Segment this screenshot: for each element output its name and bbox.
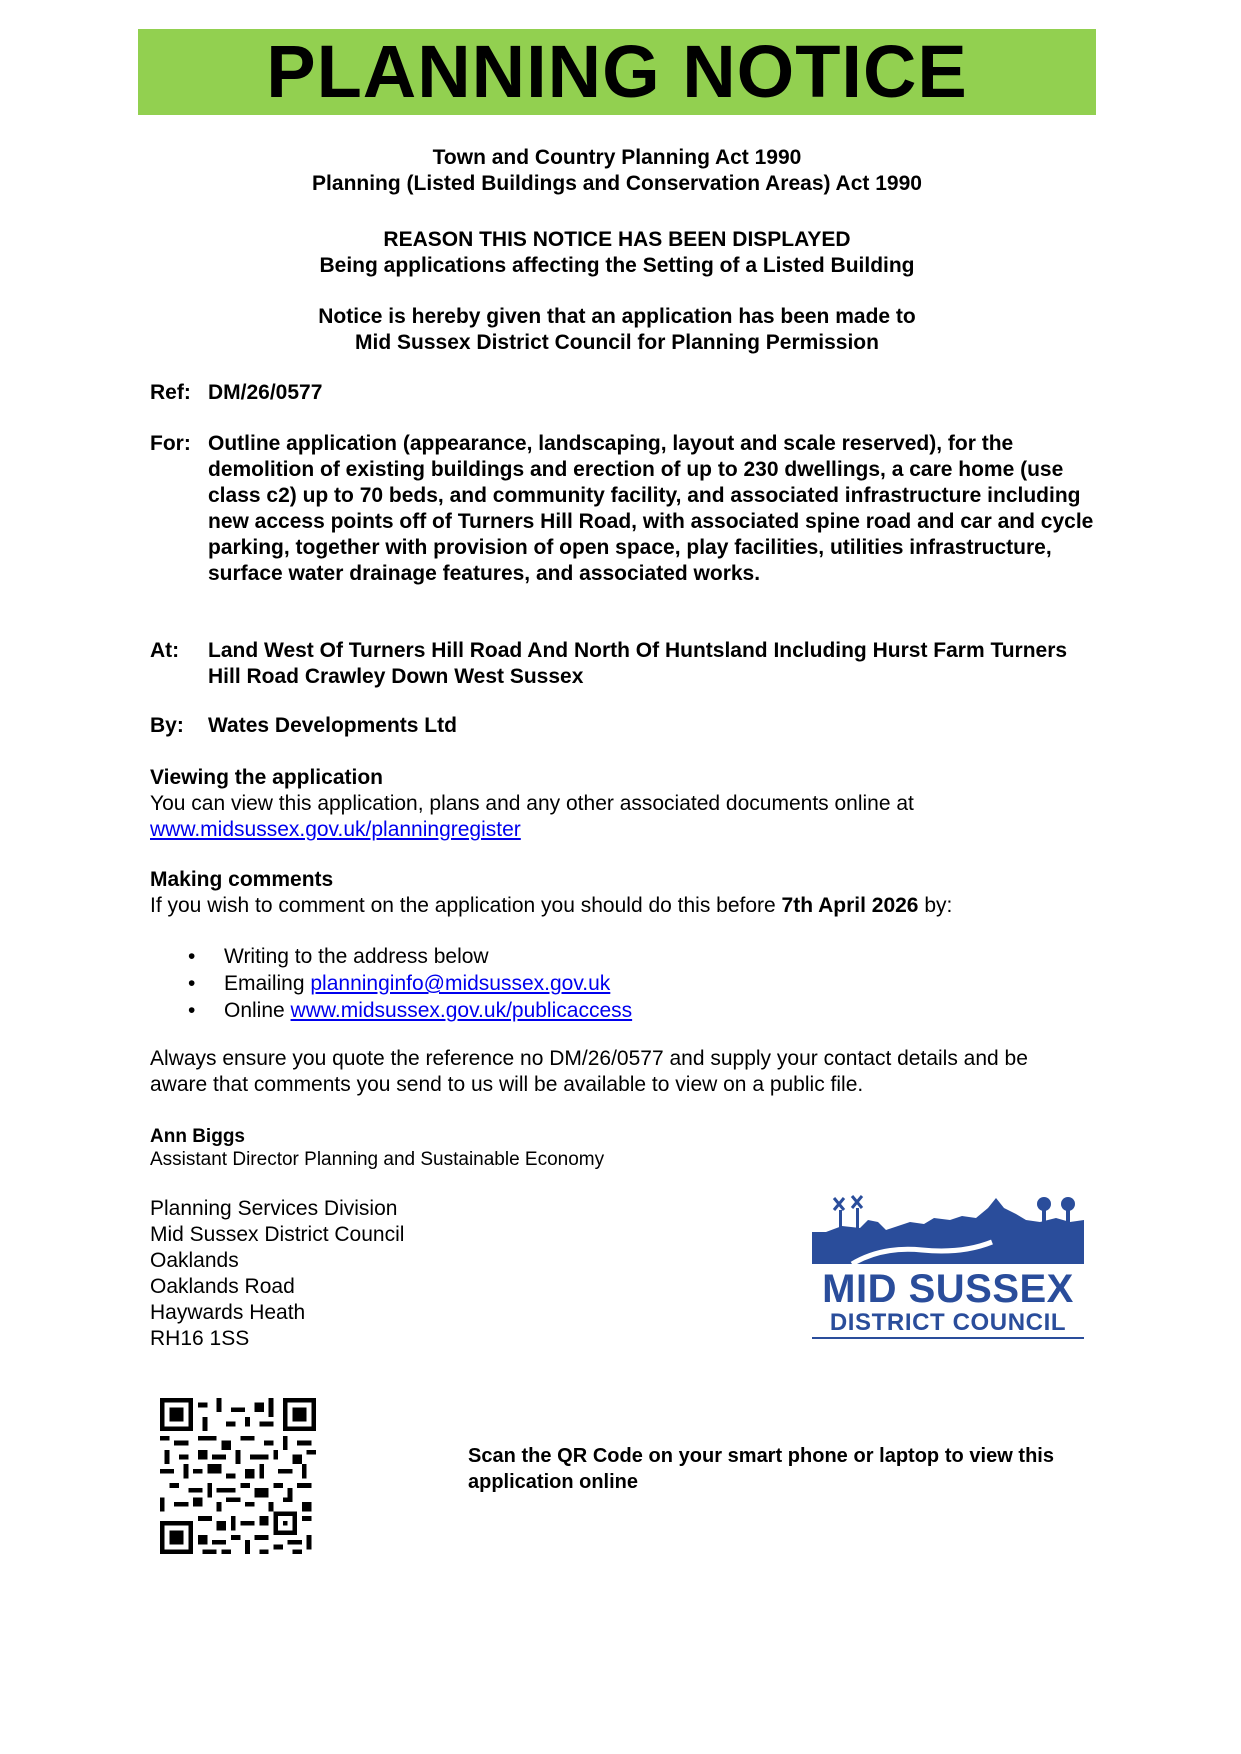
bullet-icon: • [188,999,196,1022]
address-line: Planning Services Division [150,1197,398,1220]
notice-banner [138,29,1096,115]
address-line: RH16 1SS [150,1327,250,1350]
comments-deadline: 7th April 2026 [781,894,919,917]
public-access-link[interactable]: www.midsussex.gov.uk/publicaccess [290,999,633,1022]
viewing-heading: Viewing the application [150,766,383,789]
by-value: Wates Developments Ltd [208,714,457,737]
notice-block [138,304,1096,356]
method-writing: Writing to the address below [224,945,489,968]
notice-line-1: Notice is hereby given that an application has been made to [318,305,916,328]
viewing-section [150,765,1090,843]
reason-heading: REASON THIS NOTICE HAS BEEN DISPLAYED [383,228,851,251]
viewing-text: You can view this application, plans and any other associated documents online at [150,792,914,815]
method-email-label: Emailing [224,972,311,995]
address-line: Mid Sussex District Council [150,1223,405,1246]
bullet-icon: • [188,945,196,968]
comment-methods-list [150,943,632,1024]
address-line: Oaklands Road [150,1275,295,1298]
comments-section [150,867,1090,919]
at-label: At: [150,639,180,662]
method-online-label: Online [224,999,291,1022]
act-line-2: Planning (Listed Buildings and Conservation Areas) Act 1990 [312,172,922,195]
logo-text-sub: DISTRICT COUNCIL [812,1309,1084,1339]
list-item [150,970,632,997]
acts-block [138,145,1096,197]
by-label: By: [150,714,184,737]
comments-text-after: by: [918,894,953,917]
at-value: Land West Of Turners Hill Road And North Of Huntsland Including Hurst Farm Turners Hill Road Crawley Down West Sussex [208,639,1068,688]
list-item [150,997,632,1024]
page-title: PLANNING NOTICE [266,30,968,113]
reason-text: Being applications affecting the Setting of a Listed Building [319,254,915,277]
email-link[interactable]: planninginfo@midsussex.gov.uk [310,972,611,995]
logo-text-main: MID SUSSEX [822,1267,1074,1311]
signatory-name: Ann Biggs [150,1126,245,1147]
ref-value: DM/26/0577 [208,381,323,404]
reminder-paragraph [150,1046,1080,1098]
ref-label: Ref: [150,381,191,404]
qr-caption: Scan the QR Code on your smart phone or laptop to view this application online [468,1445,1054,1493]
reminder-text: Always ensure you quote the reference no DM/26/0577 and supply your contact details and be aware that comments you send to us will be available to view on a public file. [150,1047,1028,1096]
address-line: Haywards Heath [150,1301,306,1324]
signatory-title: Assistant Director Planning and Sustainable Economy [150,1149,605,1170]
reason-block [138,227,1096,279]
comments-text-before: If you wish to comment on the application you should do this before [150,894,782,917]
notice-line-2: Mid Sussex District Council for Planning Permission [355,331,879,354]
planning-register-link[interactable]: www.midsussex.gov.uk/planningregister [150,818,521,841]
skyline-icon [812,1192,1084,1264]
address-line: Oaklands [150,1249,239,1272]
bullet-icon: • [188,972,196,995]
for-value: Outline application (appearance, landscaping, layout and scale reserved), for the demolition of existing buildings and erection of up to 230 dwellings, a care home (use class c2) up to 70 beds, and community facility, and associated infrastructure including new access points off of Turners Hill Road, with associated spine road and car and cycle parking, together with provision of open space, play facilities, utilities infrastructure, surface water drainage features, and associated works. [208,432,1094,585]
comments-heading: Making comments [150,868,334,891]
qr-code-icon[interactable] [160,1398,316,1554]
council-logo [812,1192,1084,1338]
list-item [150,943,632,970]
address-block [150,1196,404,1352]
comments-text [150,893,1090,919]
for-label: For: [150,432,191,455]
act-line-1: Town and Country Planning Act 1990 [432,146,802,169]
